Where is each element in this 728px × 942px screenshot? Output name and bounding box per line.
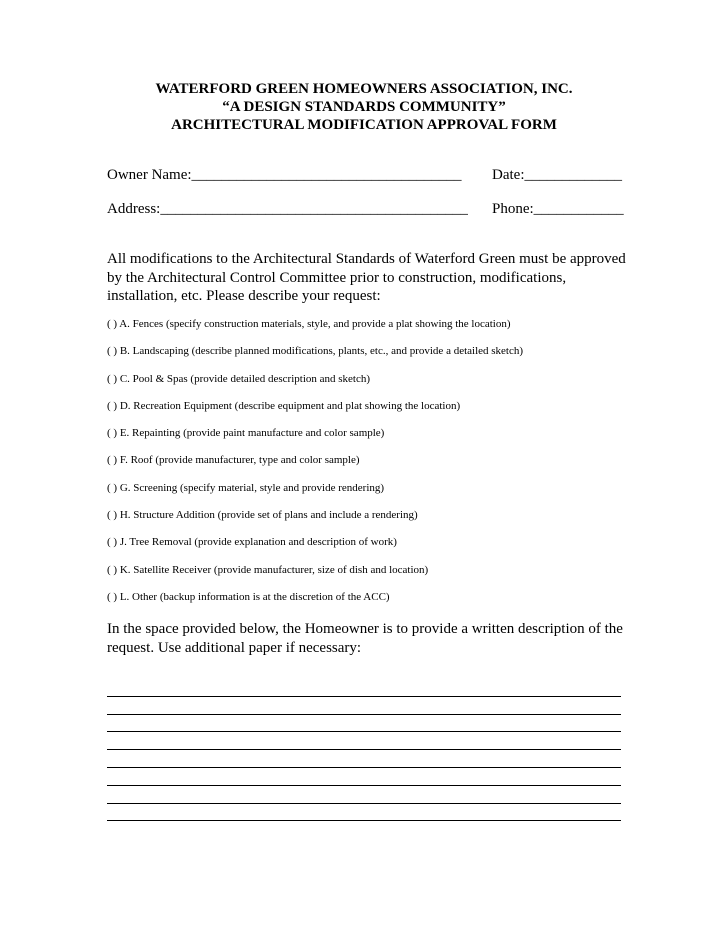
phone-field[interactable]: Phone:____________ — [492, 201, 624, 217]
option-fences[interactable]: ( ) A. Fences (specify construction materials, style, and provide a plat showing the location) — [107, 318, 511, 330]
option-other[interactable]: ( ) L. Other (backup information is at the discretion of the ACC) — [107, 590, 390, 603]
description-line[interactable] — [107, 697, 621, 715]
description-line[interactable] — [107, 679, 621, 697]
form-title: ARCHITECTURAL MODIFICATION APPROVAL FORM — [171, 117, 557, 133]
option-screening[interactable]: ( ) G. Screening (specify material, style and provide rendering) — [107, 481, 385, 494]
owner-name-field[interactable]: Owner Name:____________________________________ — [107, 167, 462, 183]
option-structure-addition[interactable]: ( ) H. Structure Addition (provide set of plans and include a rendering) — [107, 509, 418, 522]
option-tree-removal[interactable]: ( ) J. Tree Removal (provide explanation and description of work) — [107, 536, 397, 549]
description-line[interactable] — [107, 768, 621, 786]
form-header — [0, 80, 728, 134]
description-line[interactable] — [107, 732, 621, 750]
community-slogan: “A DESIGN STANDARDS COMMUNITY” — [222, 99, 506, 115]
address-field[interactable]: Address:_________________________________________ — [107, 201, 468, 217]
address-phone-row — [107, 201, 627, 218]
modification-options — [107, 318, 627, 618]
option-roof[interactable]: ( ) F. Roof (provide manufacturer, type and color sample) — [107, 454, 360, 467]
intro-paragraph: All modifications to the Architectural Standards of Waterford Green must be approved by the Architectural Control Committee prior to construction, modifications, installation, etc. Please describe your request: — [107, 251, 626, 304]
option-satellite-receiver[interactable]: ( ) K. Satellite Receiver (provide manufacturer, size of dish and location) — [107, 563, 429, 576]
description-prompt: In the space provided below, the Homeowner is to provide a written description of the request. Use additional paper if necessary: — [107, 621, 623, 656]
description-line[interactable] — [107, 750, 621, 768]
option-pool-spas[interactable]: ( ) C. Pool & Spas (provide detailed description and sketch) — [107, 372, 371, 385]
owner-date-row — [107, 167, 627, 184]
description-line[interactable] — [107, 804, 621, 822]
description-line[interactable] — [107, 786, 621, 804]
option-recreation-equipment[interactable]: ( ) D. Recreation Equipment (describe equipment and plat showing the location) — [107, 399, 461, 412]
option-landscaping[interactable]: ( ) B. Landscaping (describe planned modifications, plants, etc., and provide a detailed sketch) — [107, 345, 524, 358]
date-field[interactable]: Date:_____________ — [492, 167, 622, 183]
description-line[interactable] — [107, 715, 621, 733]
option-repainting[interactable]: ( ) E. Repainting (provide paint manufacture and color sample) — [107, 427, 385, 440]
association-name: WATERFORD GREEN HOMEOWNERS ASSOCIATION, INC. — [155, 81, 573, 97]
description-lines[interactable] — [107, 679, 621, 821]
